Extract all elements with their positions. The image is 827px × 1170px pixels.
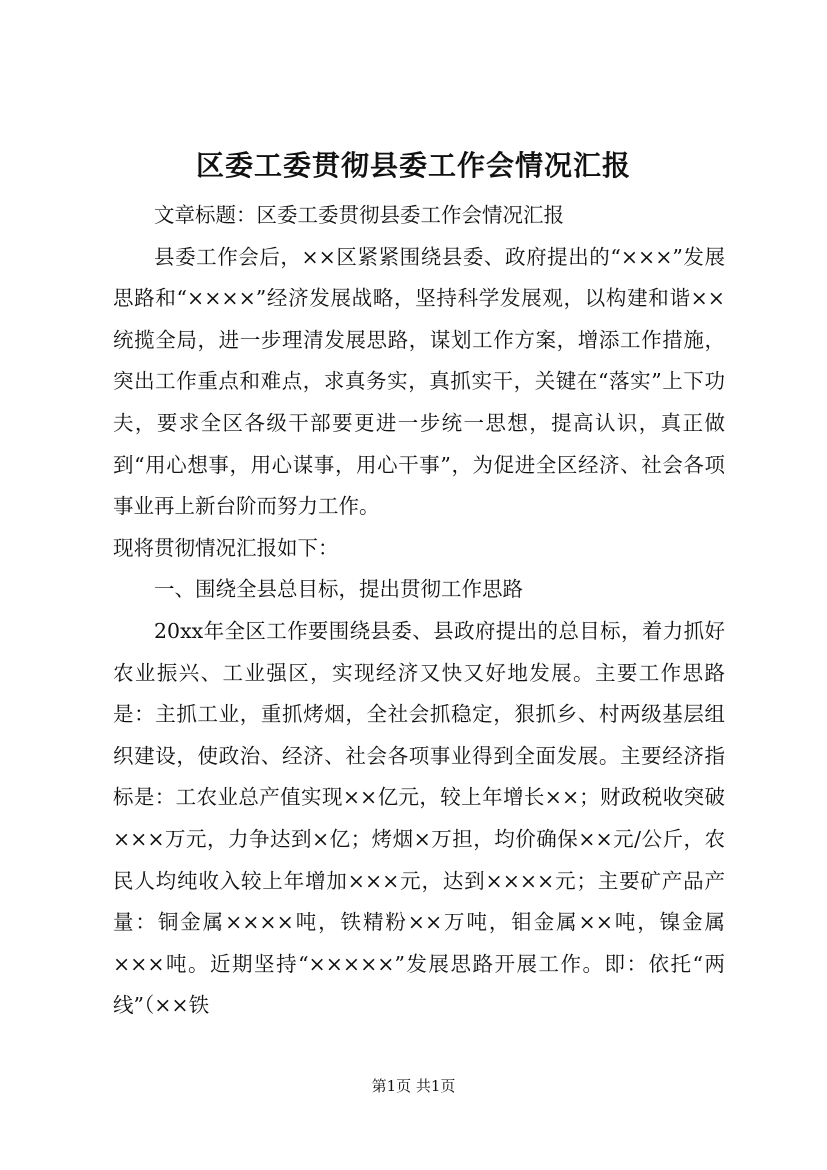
document-body bbox=[113, 195, 725, 1027]
paragraph-intro: 县委工作会后，××区紧紧围绕县委、政府提出的“×××”发展思路和“××××”经济发展战略，坚持科学发展观，以构建和谐××统揽全局，进一步理清发展思路，谋划工作方案，增添工作措施，突出工作重点和难点，求真务实，真抓实干，关键在“落实”上下功夫，要求全区各级干部要更进一步统一思想，提高认识，真正做到“用心想事，用心谋事，用心干事”，为促进全区经济、社会各项事业再上新台阶而努力工作。 bbox=[113, 244, 725, 519]
section-heading-1: 一、围绕全县总目标，提出贯彻工作思路 bbox=[154, 577, 523, 602]
paragraph-report-lead: 现将贯彻情况汇报如下： bbox=[113, 535, 339, 560]
page-footer: 第1页 共1页 bbox=[371, 1077, 456, 1095]
article-title-line: 文章标题：区委工委贯彻县委工作会情况汇报 bbox=[154, 203, 564, 227]
document-title: 区委工委贯彻县委工作会情况汇报 bbox=[195, 149, 631, 182]
paragraph-section-1: 20xx年全区工作要围绕县委、县政府提出的总目标，着力抓好农业振兴、工业强区，实现经济又快又好地发展。主要工作思路是：主抓工业，重抓烤烟，全社会抓稳定，狠抓乡、村两级基层组织建设，使政治、经济、社会各项事业得到全面发展。主要经济指标是：工农业总产值实现××亿元，较上年增长××；财政税收突破×××万元，力争达到×亿；烤烟×万担，均价确保××元/公斤，农民人均纯收入较上年增加×××元，达到××××元；主要矿产品产量：铜金属××××吨，铁精粉××万吨，钼金属××吨，镍金属×××吨。近期坚持“×××××”发展思路开展工作。即：依托“两线”（××铁 bbox=[113, 618, 725, 1018]
